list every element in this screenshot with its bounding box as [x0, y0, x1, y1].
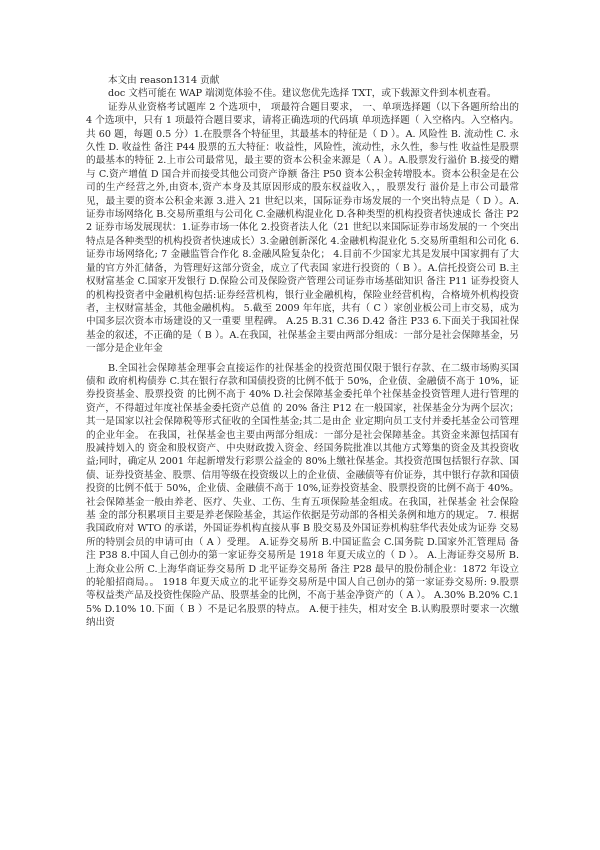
document-body: [86, 74, 519, 630]
contributor-line: 本文由 reason1314 贡献: [108, 75, 220, 86]
format-notice: doc 文档可能在 WAP 端浏览体验不佳。建议您优先选择 TXT，或下载源文件到本机查看。: [108, 88, 497, 100]
paragraph-questions-6-10: B.全国社会保障基金理事会直接运作的社保基金的投资范围仅限于银行存款、在二级市场购买国债和 政府机构债券 C.其在银行存款和国债投资的比例不低于 50%，企业债、金融债不高于 10%，证券投资基金、股票投资 的比例不高于 40% D.社会保障基金委托单个社保基金投资管理人进行管理的资产，不得超过年度社保基金委托资产总值 的 20% 备注 P12 在一般国家，社保基金分为两个层次；其一是国家以社会保障税等形式征收的全国性基金;其二是由企 业定期向员工支付并委托基金公司管理的企业年金。 在我国，社保基金也主要由两部分组成：一部分是社会保障基金。其资金来源包括国有股减持划入的 资金和股权资产、中央财政拨入资金、经国务院批准以其他方式筹集的资金及其投资收益;同时，确定从 2001 年起新增发行彩票公益金的 80%上缴社保基金。其投资范围包括银行存款、国债、证券投资基金、股票、信用等级在投资级以上的企业债、金融债等有价证券，其中银行存款和国债投资的比例不低于 50%，企业债、金融债不高于 10%,证券投资基金、股票投资的比例不高于 40%。社会保障基金一般由养老、医疗、失业、工伤、生育五项保险基金组成。在我国，社保基金 社会保险基 金的部分积累项目主要是养老保险基金，其运作依据是劳动部的各相关条例和地方的规定。 7. 根据我国政府对 WTO 的承诺，外国证券机构直接从事 B 股交易及外国证券机构驻华代表处成为证券 交易所的特别会员的申请可由（ A ）受理。 A.证券交易所 B.中国证监会 C.国务院 D.国家外汇管理局 备注 P38 8.中国人自己创办的第一家证券交易所是 1918 年夏天成立的（ D ）。 A.上海证券交易所 B.上海众业公所 C.上海华商证券交易所 D 北平证券交易所 备注 P28 最早的股份制企业：1872 年设立的轮船招商局。。 1918 年夏天成立的北平证券交易所是中国人自己创办的第一家证券交易所: 9.股票等权益类产品及投资性保险产品、股票基金的比例，不高于基金净资产的（ A ）。 A.30% B.20% C.15% D.10% 10.下面（ B ）不是记名股票的特点。 A.便于挂失，相对安全 B.认购股票时要求一次缴纳出资: [86, 362, 519, 629]
paragraph-questions-1-6: 证券从业资格考试题库 2 个选项中， 项最符合题目要求， 一、单项选择题（以下各题所给出的 4 个选项中，只有 1 项最符合题目要求，请将正确选项的代码填 单项选择题（ 入空格内。入空格内。共 60 题，每题 0.5 分）1.在股票各个特征里，其最基本的特征是（ D ）。A. 风险性 B. 流动性 C. 永久性 D. 收益性 备注 P44 股票的五大特征：收益性，风险性，流动性，永久性，参与性 收益性是股票的最基本的特征 2.上市公司最常见，最主要的资本公积金来源是（ A ）。A.股票发行溢价 B.接受的赠与 C.资产增值 D 国合并而接受其他公司资产诤额 备注 P50 资本公积金转增股本。资本公积金是在公司的生产经营之外,由资本,资产本身及其原因形成的股东权益收入，，股票发行 溢价是上市公司最常见，最主要的资本公积金来源 3.进入 21 世纪以来，国际证券市场发展的一个突出特点是（ D ）。A.证券市场网络化 B.交易所重组与公司化 C.金融机构混业化 D.各种类型的机构投资者快速成长 备注 P22 证券市场发展现状：1.证券市场一体化 2.投资者法人化（21 世纪以来国际证券市场发展的一 个突出特点是各种类型的机构投资者快速成长）3.金融创新深化 4.金融机构混业化 5.交易所重组和公司化 6.证券市场网络化; 7 金融监管合作化 8.金融风险复杂化； 4.目前不少国家尤其是发展中国家拥有了大量的官方外汇储备，为管理好这部分资金，成立了代表国 家进行投资的（ B ）。A.信托投资公司 B.主权财富基金 C.国家开发银行 D.保险公司及保险资产管理公司证券市场基础知识 备注 P11 证券投资人的机构投资者中金融机构包括:证券经营机构，银行业金融机构，保险业经营机构，合格境外机构投资者，主权财富基金，其他金融机构。 5.截至 2009 年年底，共有（ C ）家创业板公司上市交易，成为中国多层次资本市场建设的又一重要 里程碑。 A.25 B.31 C.36 D.42 备注 P33 6.下面关于我国社保基金的叙述，不正确的是（ B ）。A.在我国，社保基金主要由两部分组成：一部分是社会保障基金，另一部分是企业年金: [86, 101, 519, 355]
